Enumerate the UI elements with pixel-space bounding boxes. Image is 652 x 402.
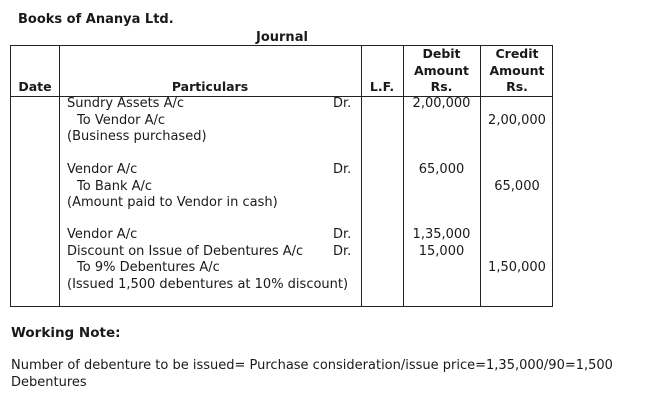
credit-amount: 1,50,000 — [488, 260, 546, 275]
entry-narration: (Amount paid to Vendor in cash) — [67, 195, 278, 210]
dr-label: Dr. — [333, 162, 352, 177]
header-credit — [480, 46, 554, 96]
entry-line: Vendor A/c — [67, 227, 138, 242]
entry-line: To Bank A/c — [77, 178, 153, 194]
entry-narration: (Issued 1,500 debentures at 10% discount) — [67, 276, 349, 292]
debit-amount: 65,000 — [418, 162, 465, 177]
credit-amount: 2,00,000 — [488, 112, 546, 128]
dr-label: Dr. — [333, 243, 352, 259]
entry-narration: (Business purchased) — [67, 129, 207, 144]
header-lf: L.F. — [369, 79, 395, 94]
header-debit-line: Rs. — [430, 79, 453, 94]
entry-line: Discount on Issue of Debentures A/c — [67, 243, 304, 259]
working-note-title: Working Note: — [11, 325, 121, 341]
entry-line: Sundry Assets A/c — [67, 96, 185, 111]
working-note-text: Number of debenture to be issued= Purchase consideration/issue price=1,35,000/90=1,500 Debentures — [11, 358, 613, 390]
company-title: Books of Ananya Ltd. — [18, 12, 174, 27]
journal-table — [10, 45, 553, 307]
journal-title: Journal — [256, 30, 308, 45]
debit-amount: 1,35,000 — [412, 227, 471, 242]
debit-amount: 15,000 — [418, 243, 465, 259]
header-debit-line: Amount — [413, 62, 470, 78]
credit-amount: 65,000 — [494, 178, 540, 194]
header-credit-line: Amount — [489, 62, 545, 78]
dr-label: Dr. — [333, 227, 352, 242]
header-debit-line: Debit — [422, 46, 461, 61]
header-credit-line: Credit — [495, 46, 539, 61]
header-credit-line: Rs. — [506, 79, 528, 94]
debit-amount: 2,00,000 — [412, 96, 471, 111]
header-debit — [403, 46, 480, 96]
dr-label: Dr. — [333, 96, 352, 111]
entry-line: To 9% Debentures A/c — [77, 260, 220, 275]
header-particulars: Particulars — [171, 79, 249, 94]
entry-line: To Vendor A/c — [77, 112, 166, 128]
entry-line: Vendor A/c — [67, 162, 138, 177]
header-date: Date — [18, 79, 52, 94]
